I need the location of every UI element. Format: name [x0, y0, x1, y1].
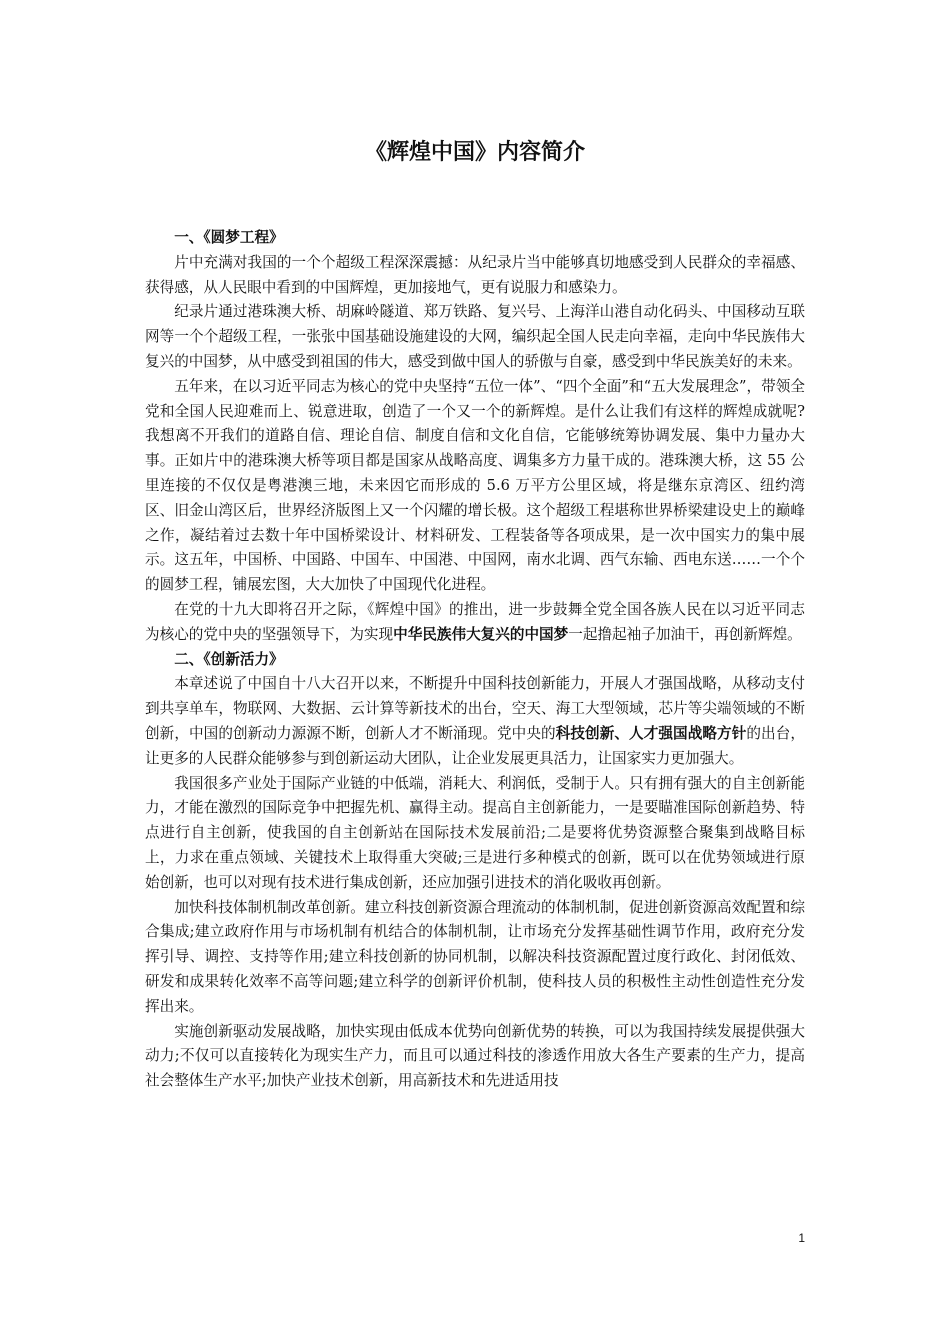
- bold-phrase: 科技创新、人才强国战略方针: [555, 724, 747, 742]
- document-body: [145, 226, 805, 1094]
- paragraph: [145, 1020, 805, 1094]
- paragraph-text: 五年来，在以习近平同志为核心的党中央坚持“五位一体”、“四个全面”和“五大发展理念”，带领全党和全国人民迎难而上、锐意进取，创造了一个又一个的新辉煌。是什么让我们有这样的辉煌成就呢?我想离不开我们的道路自信、理论自信、制度自信和文化自信，它能够统筹协调发展、集中力量办大事。正如片中的港珠澳大桥等项目都是国家从战略高度、调集多方力量干成的。港珠澳大桥，这 55 公里连接的不仅仅是粤港澳三地，未来因它而形成的 5.6 万平方公里区域，将是继东京湾区、纽约湾区、旧金山湾区后，世界经济版图上又一个闪耀的增长极。这个超级工程堪称世界桥梁建设史上的巅峰之作，凝结着过去数十年中国桥梁设计、材料研发、工程装备等各项成果，是一次中国实力的集中展示。这五年，中国桥、中国路、中国车、中国港、中国网，南水北调、西气东输、西电东送……一个个的圆梦工程，铺展宏图，大大加快了中国现代化进程。: [145, 377, 805, 594]
- paragraph: [145, 672, 805, 771]
- page-number: 1: [798, 1231, 805, 1245]
- paragraph-text: 一起撸起袖子加油干，再创新辉煌。: [568, 625, 802, 643]
- paragraph: [145, 251, 805, 301]
- bold-phrase: 中华民族伟大复兴的中国梦: [393, 625, 569, 643]
- section-heading: 二、《创新活力》: [174, 650, 284, 668]
- paragraph-text: 加快科技体制机制改革创新。建立科技创新资源合理流动的体制机制，促进创新资源高效配置和综合集成;建立政府作用与市场机制有机结合的体制机制，让市场充分发挥基础性调节作用，政府充分发挥引导、调控、支持等作用;建立科技创新的协同机制，以解决科技资源配置过度行政化、封闭低效、研发和成果转化效率不高等问题;建立科学的创新评价机制，使科技人员的积极性主动性创造性充分发挥出来。: [145, 898, 805, 1015]
- paragraph-text: 实施创新驱动发展战略，加快实现由低成本优势向创新优势的转换，可以为我国持续发展提供强大动力;不仅可以直接转化为现实生产力，而且可以通过科技的渗透作用放大各生产要素的生产力，提高社会整体生产水平;加快产业技术创新，用高新技术和先进适用技: [145, 1022, 805, 1090]
- section-heading: 一、《圆梦工程》: [174, 229, 284, 246]
- paragraph-text: 片中充满对我国的一个个超级工程深深震撼：从纪录片当中能够真切地感受到人民群众的幸福感、获得感，从人民眼中看到的中国辉煌，更加接地气，更有说服力和感染力。: [145, 253, 805, 296]
- paragraph-text: 纪录片通过港珠澳大桥、胡麻岭隧道、郑万铁路、复兴号、上海洋山港自动化码头、中国移动互联网等一个个超级工程，一张张中国基础设施建设的大网，编织起全国人民走向幸福，走向中华民族伟大复兴的中国梦，从中感受到祖国的伟大，感受到做中国人的骄傲与自豪，感受到中华民族美好的未来。: [145, 303, 805, 370]
- paragraph-text: 的出台，让更多的人民群众能够参与到创新运动大团队，让企业发展更具活力，让国家实力更加强大。: [145, 724, 805, 767]
- paragraph: [145, 300, 805, 374]
- document-title: 《辉煌中国》内容简介: [364, 139, 585, 165]
- paragraph-text: 本章述说了中国自十八大召开以来，不断提升中国科技创新能力，开展人才强国战略，从移动支付到共享单车，物联网、大数据、云计算等新技术的出台，空天、海工大型领域，芯片等尖端领域的不断创新，中国的创新动力源源不断，创新人才不断涌现。党中央的: [145, 675, 805, 742]
- paragraph-text: 我国很多产业处于国际产业链的中低端，消耗大、利润低，受制于人。只有拥有强大的自主创新能力，才能在激烈的国际竞争中把握先机、赢得主动。提高自主创新能力，一是要瞄准国际创新趋势、特点进行自主创新，使我国的自主创新站在国际技术发展前沿;二是要将优势资源整合聚集到战略目标上，力求在重点领域、关键技术上取得重大突破;三是进行多种模式的创新，既可以在优势领域进行原始创新，也可以对现有技术进行集成创新，还应加强引进技术的消化吸收再创新。: [145, 774, 805, 891]
- paragraph: [145, 772, 805, 896]
- paragraph: [145, 598, 805, 648]
- paragraph: [145, 896, 805, 1020]
- paragraph: [145, 375, 805, 598]
- paragraph-text: 在党的十九大即将召开之际，《辉煌中国》的推出，进一步鼓舞全党全国各族人民在以习近平同志为核心的党中央的坚强领导下，为实现: [145, 600, 805, 643]
